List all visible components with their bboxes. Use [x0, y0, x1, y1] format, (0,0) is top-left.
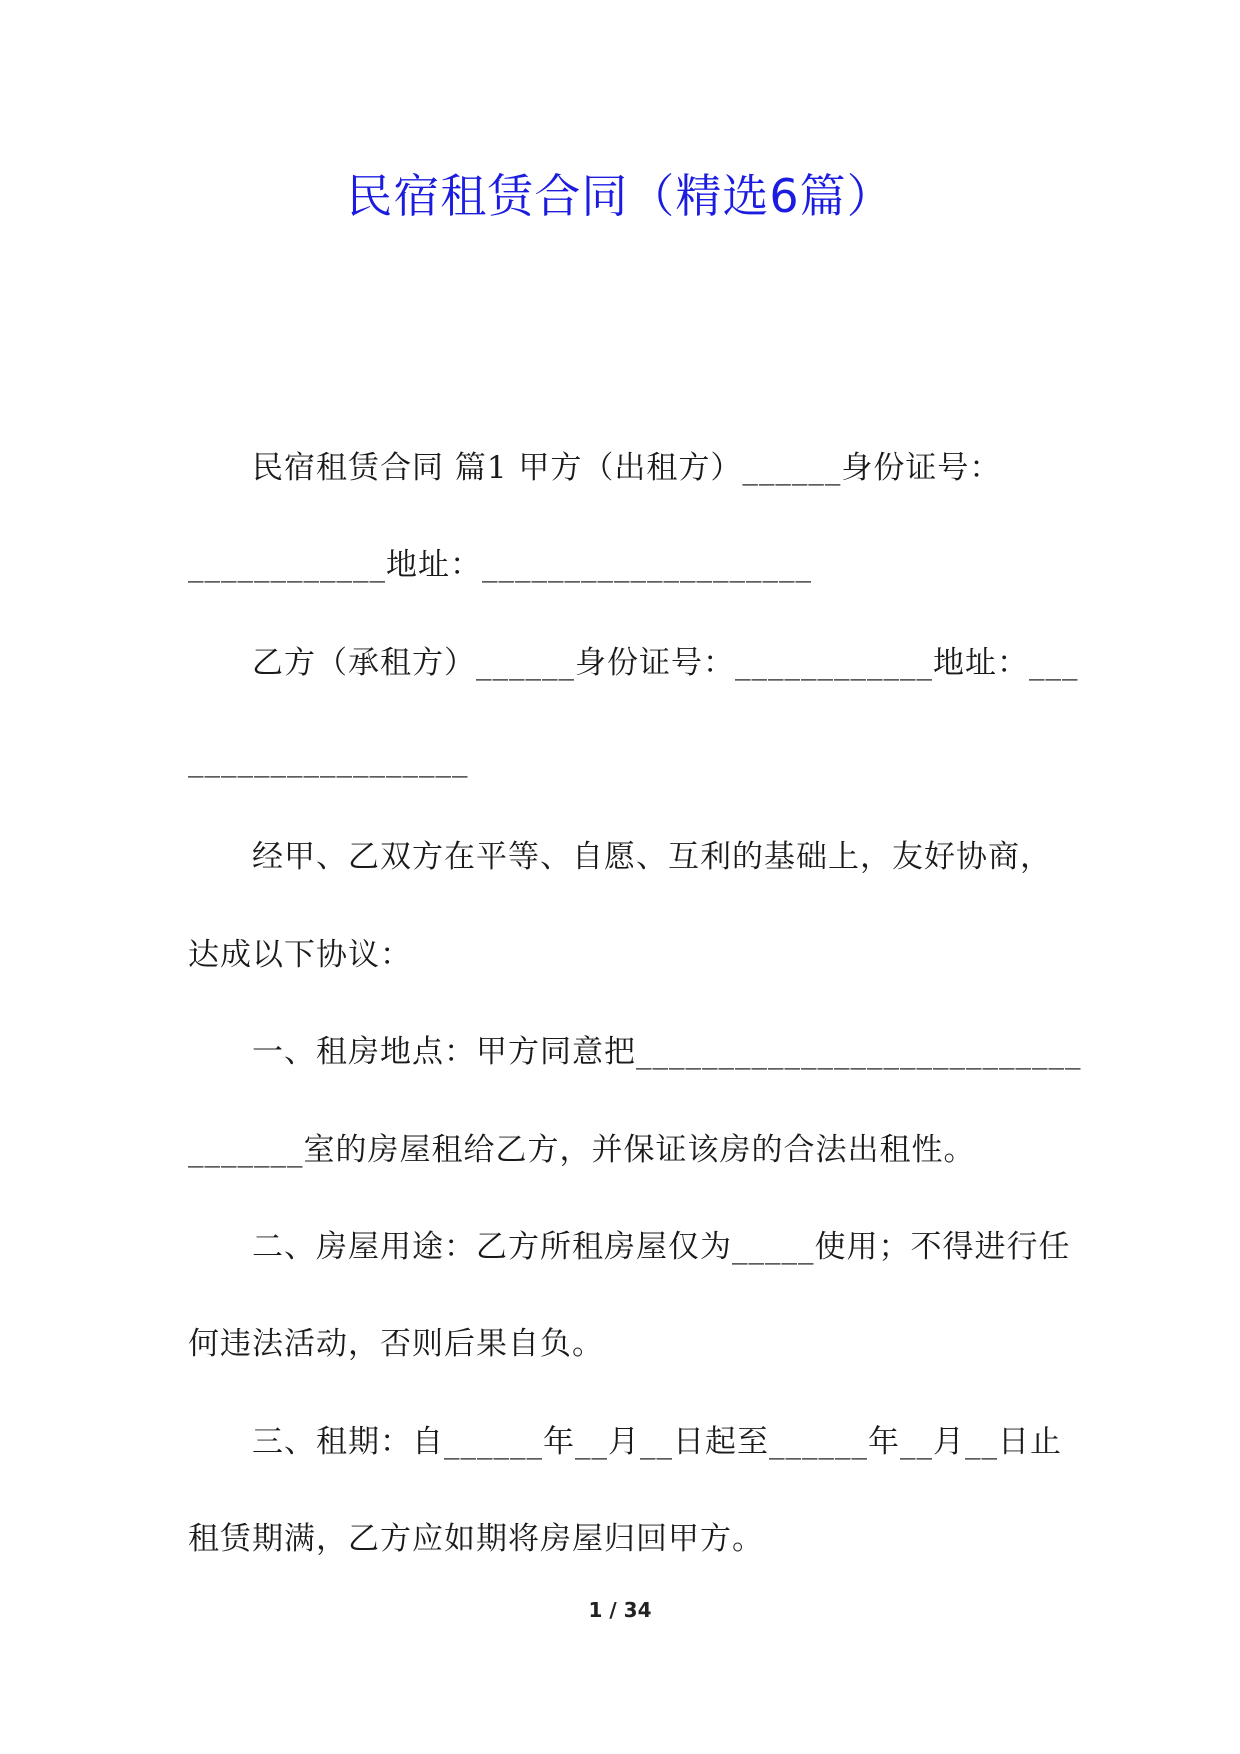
paragraph-line: 三、租期：自______年__月__日起至______年__月__日止: [252, 1424, 1062, 1460]
paragraph-line: 二、房屋用途：乙方所租房屋仅为_____使用；不得进行任: [252, 1229, 1071, 1265]
paragraph-line: 民宿租赁合同 篇1 甲方（出租方）______身份证号：: [252, 450, 1002, 486]
document-title: 民宿租赁合同（精选6篇）: [346, 169, 894, 223]
paragraph-line: 经甲、乙双方在平等、自愿、互利的基础上，友好协商，: [252, 839, 1052, 875]
page-number: 1 / 34: [588, 1598, 652, 1622]
paragraph-line: 达成以下协议：: [188, 937, 412, 973]
paragraph-line: _________________: [188, 742, 469, 778]
paragraph-line: ____________地址：____________________: [188, 547, 812, 583]
paragraph-line: 何违法活动，否则后果自负。: [188, 1326, 604, 1362]
paragraph-line: _______室的房屋租给乙方，并保证该房的合法出租性。: [188, 1132, 976, 1168]
paragraph-line: 乙方（承租方）______身份证号：____________地址：___: [252, 645, 1079, 681]
paragraph-line: 租赁期满，乙方应如期将房屋归回甲方。: [188, 1521, 764, 1557]
paragraph-line: 一、租房地点：甲方同意把___________________________: [252, 1034, 1082, 1070]
